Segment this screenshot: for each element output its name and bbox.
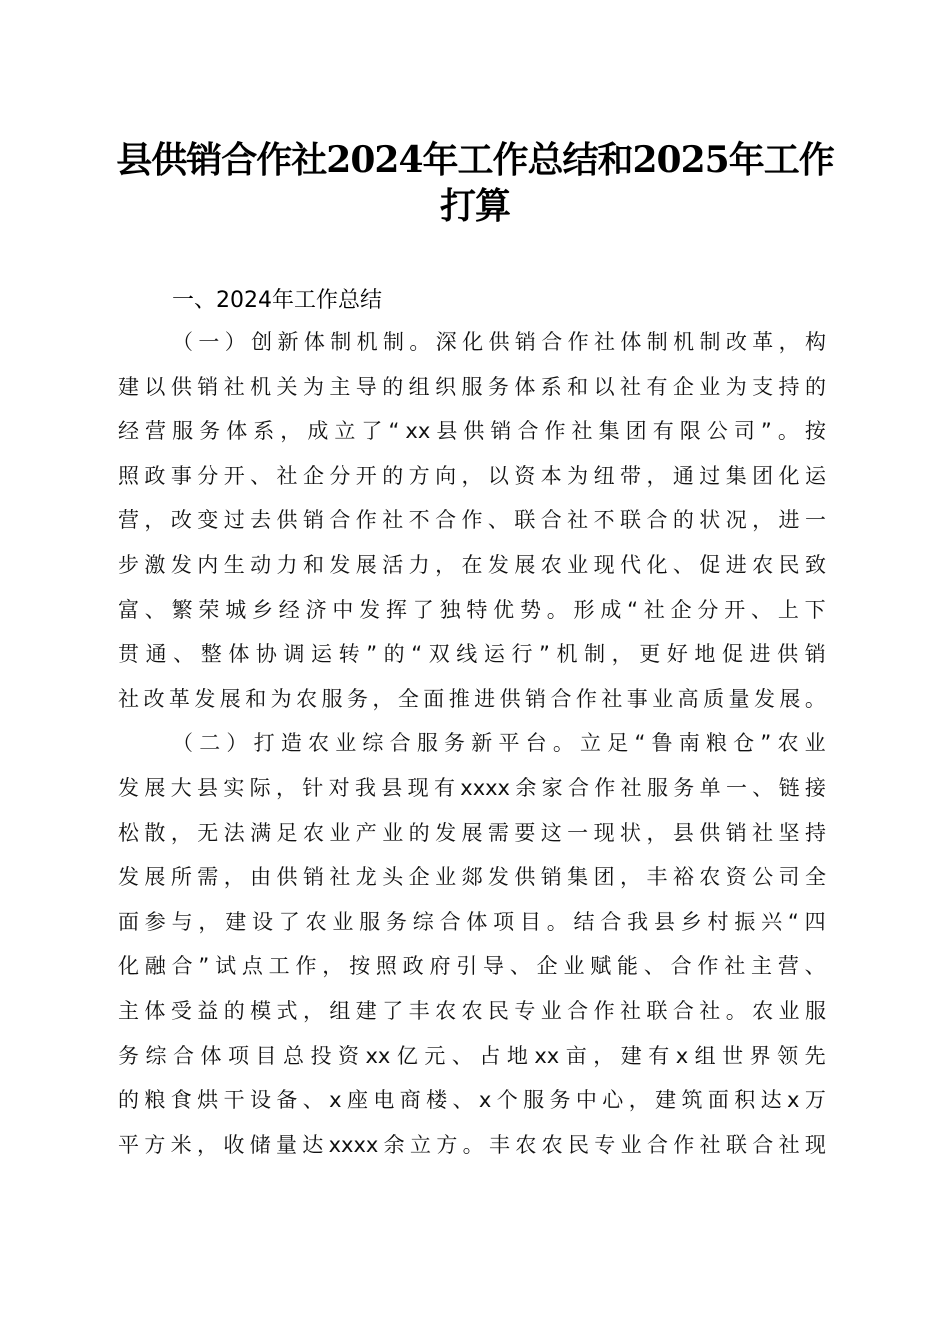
paragraph-line: （ 二 ） 打 造 农 业 综 合 服 务 新 平 台 。 立 足 “ 鲁 南 粮 仓 ” 农 业 xyxy=(172,731,826,756)
section-heading: 一、2024年工作总结 xyxy=(172,288,382,313)
paragraph-line: 建 以 供 销 社 机 关 为 主 导 的 组 织 服 务 体 系 和 以 社 有 企 业 为 支 持 的 xyxy=(118,374,826,399)
paragraph-line: 的 粮 食 烘 干 设 备 、 x 座 电 商 楼 、 x 个 服 务 中 心 ， 建 筑 面 积 达 x 万 xyxy=(118,1088,826,1113)
document-title-line-1: 县供销合作社2024年工作总结和2025年工作 xyxy=(116,139,834,181)
paragraph-line: 平 方 米 ， 收 储 量 达 xxxx 余 立 方 。 丰 农 农 民 专 业 合 作 社 联 合 社 现 xyxy=(118,1132,826,1157)
paragraph-line: 务 综 合 体 项 目 总 投 资 xx 亿 元 、 占 地 xx 亩 ， 建 有 x 组 世 界 领 先 xyxy=(118,1043,826,1068)
paragraph-line: 步 激 发 内 生 动 力 和 发 展 活 力 ， 在 发 展 农 业 现 代 化 、 促 进 农 民 致 xyxy=(118,553,826,577)
paragraph-line: 发 展 大 县 实 际 ， 针 对 我 县 现 有 xxxx 余 家 合 作 社 服 务 单 一 、 链 接 xyxy=(118,776,826,800)
paragraph-line: 照 政 事 分 开 、 社 企 分 开 的 方 向 ， 以 资 本 为 纽 带 ， 通 过 集 团 化 运 xyxy=(118,463,826,488)
paragraph-line: 发 展 所 需 ， 由 供 销 社 龙 头 企 业 郯 发 供 销 集 团 ， 丰 裕 农 资 公 司 全 xyxy=(118,865,826,890)
paragraph-line: 社 改 革 发 展 和 为 农 服 务 ， 全 面 推 进 供 销 合 作 社 事 业 高 质 量 发 展 。 xyxy=(118,686,826,711)
paragraph-line: 松 散 ， 无 法 满 足 农 业 产 业 的 发 展 需 要 这 一 现 状 ， 县 供 销 社 坚 持 xyxy=(118,820,826,845)
paragraph-line: 贯 通 、 整 体 协 调 运 转 ” 的 “ 双 线 运 行 ” 机 制 ， 更 好 地 促 进 供 销 xyxy=(118,642,826,667)
paragraph-line: 化 融 合 ” 试 点 工 作 ， 按 照 政 府 引 导 、 企 业 赋 能 、 合 作 社 主 营 、 xyxy=(118,954,826,979)
paragraph-line: 面 参 与 ， 建 设 了 农 业 服 务 综 合 体 项 目 。 结 合 我 县 乡 村 振 兴 “ 四 xyxy=(118,909,826,934)
paragraph-line: 营 ， 改 变 过 去 供 销 合 作 社 不 合 作 、 联 合 社 不 联 合 的 状 况 ， 进 一 xyxy=(118,508,826,533)
paragraph-line: 经 营 服 务 体 系 ， 成 立 了 “ xx 县 供 销 合 作 社 集 团 有 限 公 司 ” 。 按 xyxy=(118,419,826,444)
paragraph-line: （ 一 ） 创 新 体 制 机 制 。 深 化 供 销 合 作 社 体 制 机 制 改 革 ， 构 xyxy=(172,330,826,354)
paragraph-line: 富 、 繁 荣 城 乡 经 济 中 发 挥 了 独 特 优 势 。 形 成 “ 社 企 分 开 、 上 下 xyxy=(118,597,826,622)
document-title-line-2: 打算 xyxy=(439,185,510,227)
paragraph-line: 主 体 受 益 的 模 式 ， 组 建 了 丰 农 农 民 专 业 合 作 社 联 合 社 。 农 业 服 xyxy=(118,999,826,1023)
